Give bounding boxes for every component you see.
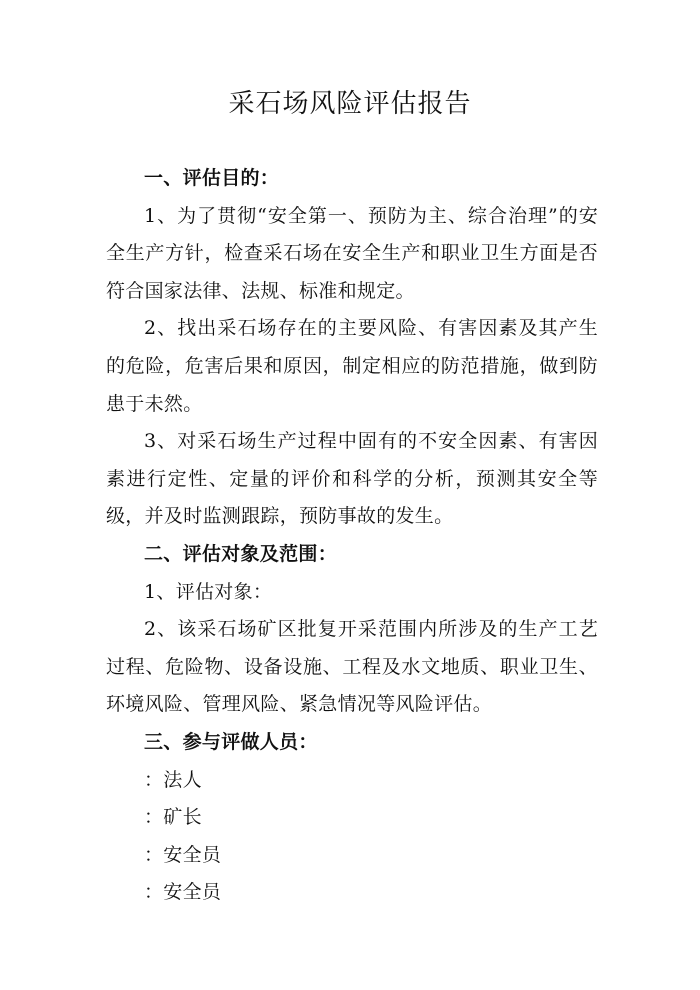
- participant-item: ：安全员: [144, 881, 222, 904]
- section-heading-scope: 二、评估对象及范围：: [144, 542, 338, 565]
- document-body: [106, 160, 598, 912]
- purpose-paragraph-1: 1、为了贯彻“安全第一、预防为主、综合治理”的安全生产方针，检查采石场在安全生产和职业卫生方面是否符合国家法律、法规、标准和规定。: [106, 204, 598, 302]
- scope-paragraph-1: 1、评估对象：: [144, 580, 273, 603]
- scope-paragraph-2: 2、该采石场矿区批复开采范围内所涉及的生产工艺过程、危险物、设备设施、工程及水文地质、职业卫生、环境风险、管理风险、紧急情况等风险评估。: [106, 618, 598, 716]
- participant-item: ：安全员: [144, 843, 222, 866]
- participant-item: ：法人: [144, 768, 202, 791]
- document-title: 采石场风险评估报告: [228, 89, 472, 119]
- section-heading-purpose: 一、评估目的：: [144, 167, 280, 189]
- section-heading-participants: 三、参与评做人员：: [144, 730, 318, 753]
- purpose-paragraph-3: 3、对采石场生产过程中固有的不安全因素、有害因素进行定性、定量的评价和科学的分析，预测其安全等级，并及时监测跟踪，预防事故的发生。: [106, 430, 598, 528]
- purpose-paragraph-2: 2、找出采石场存在的主要风险、有害因素及其产生的危险，危害后果和原因，制定相应的防范措施，做到防患于未然。: [106, 317, 598, 415]
- participant-item: ：矿长: [144, 806, 202, 829]
